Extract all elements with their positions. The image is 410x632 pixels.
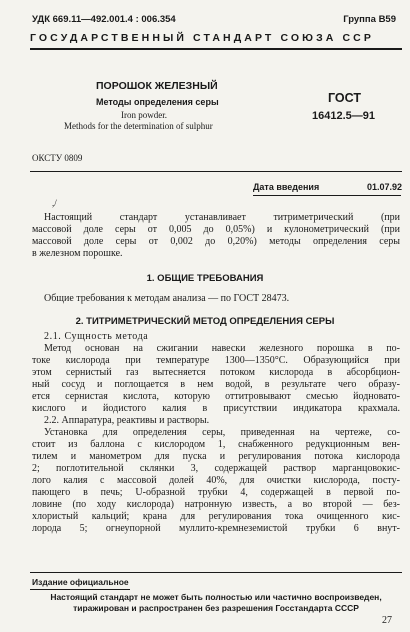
text-line: Метод основан на сжигании навески железного порошка в по-	[44, 343, 400, 354]
footer-divider	[30, 572, 402, 573]
document-title-en: Iron powder.	[121, 110, 167, 120]
text-line: лорода 5; огнеупорной муллито-кремнеземистой трубки 6 внут-	[32, 523, 400, 534]
method-paragraph	[32, 343, 400, 415]
document-subtitle: Методы определения серы	[96, 97, 219, 107]
text-line: кислого и йодистого калия в присутствии индикатора крахмала.	[32, 403, 400, 414]
text-line: токе кислорода при температуре 1300—1350°С. Образующийся при	[32, 355, 400, 366]
date-underline	[253, 195, 401, 196]
apparatus-paragraph	[32, 427, 400, 535]
text-line: массовой доле серы от 0,005 до 0,05%) и кулонометрический (при	[32, 224, 400, 235]
reprint-notice	[32, 592, 400, 614]
reprint-line: тиражирован и распространен без разрешения Госстандарта СССР	[73, 603, 359, 613]
text-line: ется сернистая кислота, которую оттитровывают смесью йодновато-	[32, 391, 400, 402]
text-line: 2; поглотительной склянки 3, содержащей раствор марганцовокис-	[32, 463, 400, 474]
document-title: ПОРОШОК ЖЕЛЕЗНЫЙ	[96, 80, 218, 92]
text-line: ный сосуд и поглощается в нем водой, в результате чего образу-	[32, 379, 400, 390]
intro-paragraph	[32, 212, 400, 260]
introduction-date-label: Дата введения	[253, 182, 320, 192]
section-1-paragraph	[32, 293, 400, 305]
text-line: массовой доле серы от 0,002 до 0,20%) методы определения серы	[32, 236, 400, 247]
text-line: 2.2. Аппаратура, реактивы и растворы.	[44, 415, 210, 426]
section-1-heading: 1. ОБЩИЕ ТРЕБОВАНИЯ	[146, 273, 264, 284]
text-line: хлористый кальций; крана для регулирования тока очищенного кис-	[32, 511, 400, 522]
text-line: этом сернистый газ вытесняется потоком кислорода в абсорбцион-	[32, 367, 400, 378]
handwritten-mark: ,/	[52, 198, 57, 208]
gost-label: ГОСТ	[328, 91, 361, 105]
header-divider	[30, 48, 402, 50]
document-subtitle-en: Methods for the determination of sulphur	[64, 121, 213, 131]
reprint-line: Настоящий стандарт не может быть полностью или частично воспроизведен,	[50, 592, 382, 602]
introduction-date-value: 01.07.92	[367, 182, 403, 192]
clause-2-2-heading	[32, 415, 400, 427]
edition-underline	[30, 589, 130, 590]
text-line: Установка для определения серы, приведенная на чертеже, со-	[44, 427, 400, 438]
text-line: Настоящий стандарт устанавливает титриметрический (при	[44, 212, 400, 223]
okstu-divider	[30, 171, 402, 172]
text-line: пающего в печь; U-образной трубки 4, содержащей в первой по-	[32, 487, 400, 498]
udk-code: УДК 669.11—492.001.4 : 006.354	[32, 14, 176, 25]
text-line: ловине (по ходу кислорода) натронную известь, а во второй — без-	[32, 499, 400, 510]
text-line: лого калия с массовой долей 40%, для очистки кислорода, посту-	[32, 475, 400, 486]
group-code: Группа В59	[343, 14, 396, 25]
okstu-code: ОКСТУ 0809	[32, 153, 83, 163]
text-line: 2.1. Сущность метода	[44, 331, 149, 342]
edition-note: Издание официальное	[32, 577, 129, 587]
text-line: в железном порошке.	[32, 248, 123, 259]
text-line: стоит из баллона с кислородом 1, снабженного редукционным вен-	[32, 439, 400, 450]
section-2-heading: 2. ТИТРИМЕТРИЧЕСКИЙ МЕТОД ОПРЕДЕЛЕНИЯ СЕРЫ	[75, 316, 335, 327]
text-line: тилем и манометром для пуска и регулирования потока кислорода	[32, 451, 400, 462]
clause-2-1-heading	[32, 331, 400, 343]
page-number: 27	[382, 615, 392, 626]
text-line: Общие требования к методам анализа — по ГОСТ 28473.	[44, 293, 290, 304]
standard-heading: ГОСУДАРСТВЕННЫЙ СТАНДАРТ СОЮЗА ССР	[30, 32, 374, 44]
gost-number: 16412.5—91	[312, 110, 375, 122]
